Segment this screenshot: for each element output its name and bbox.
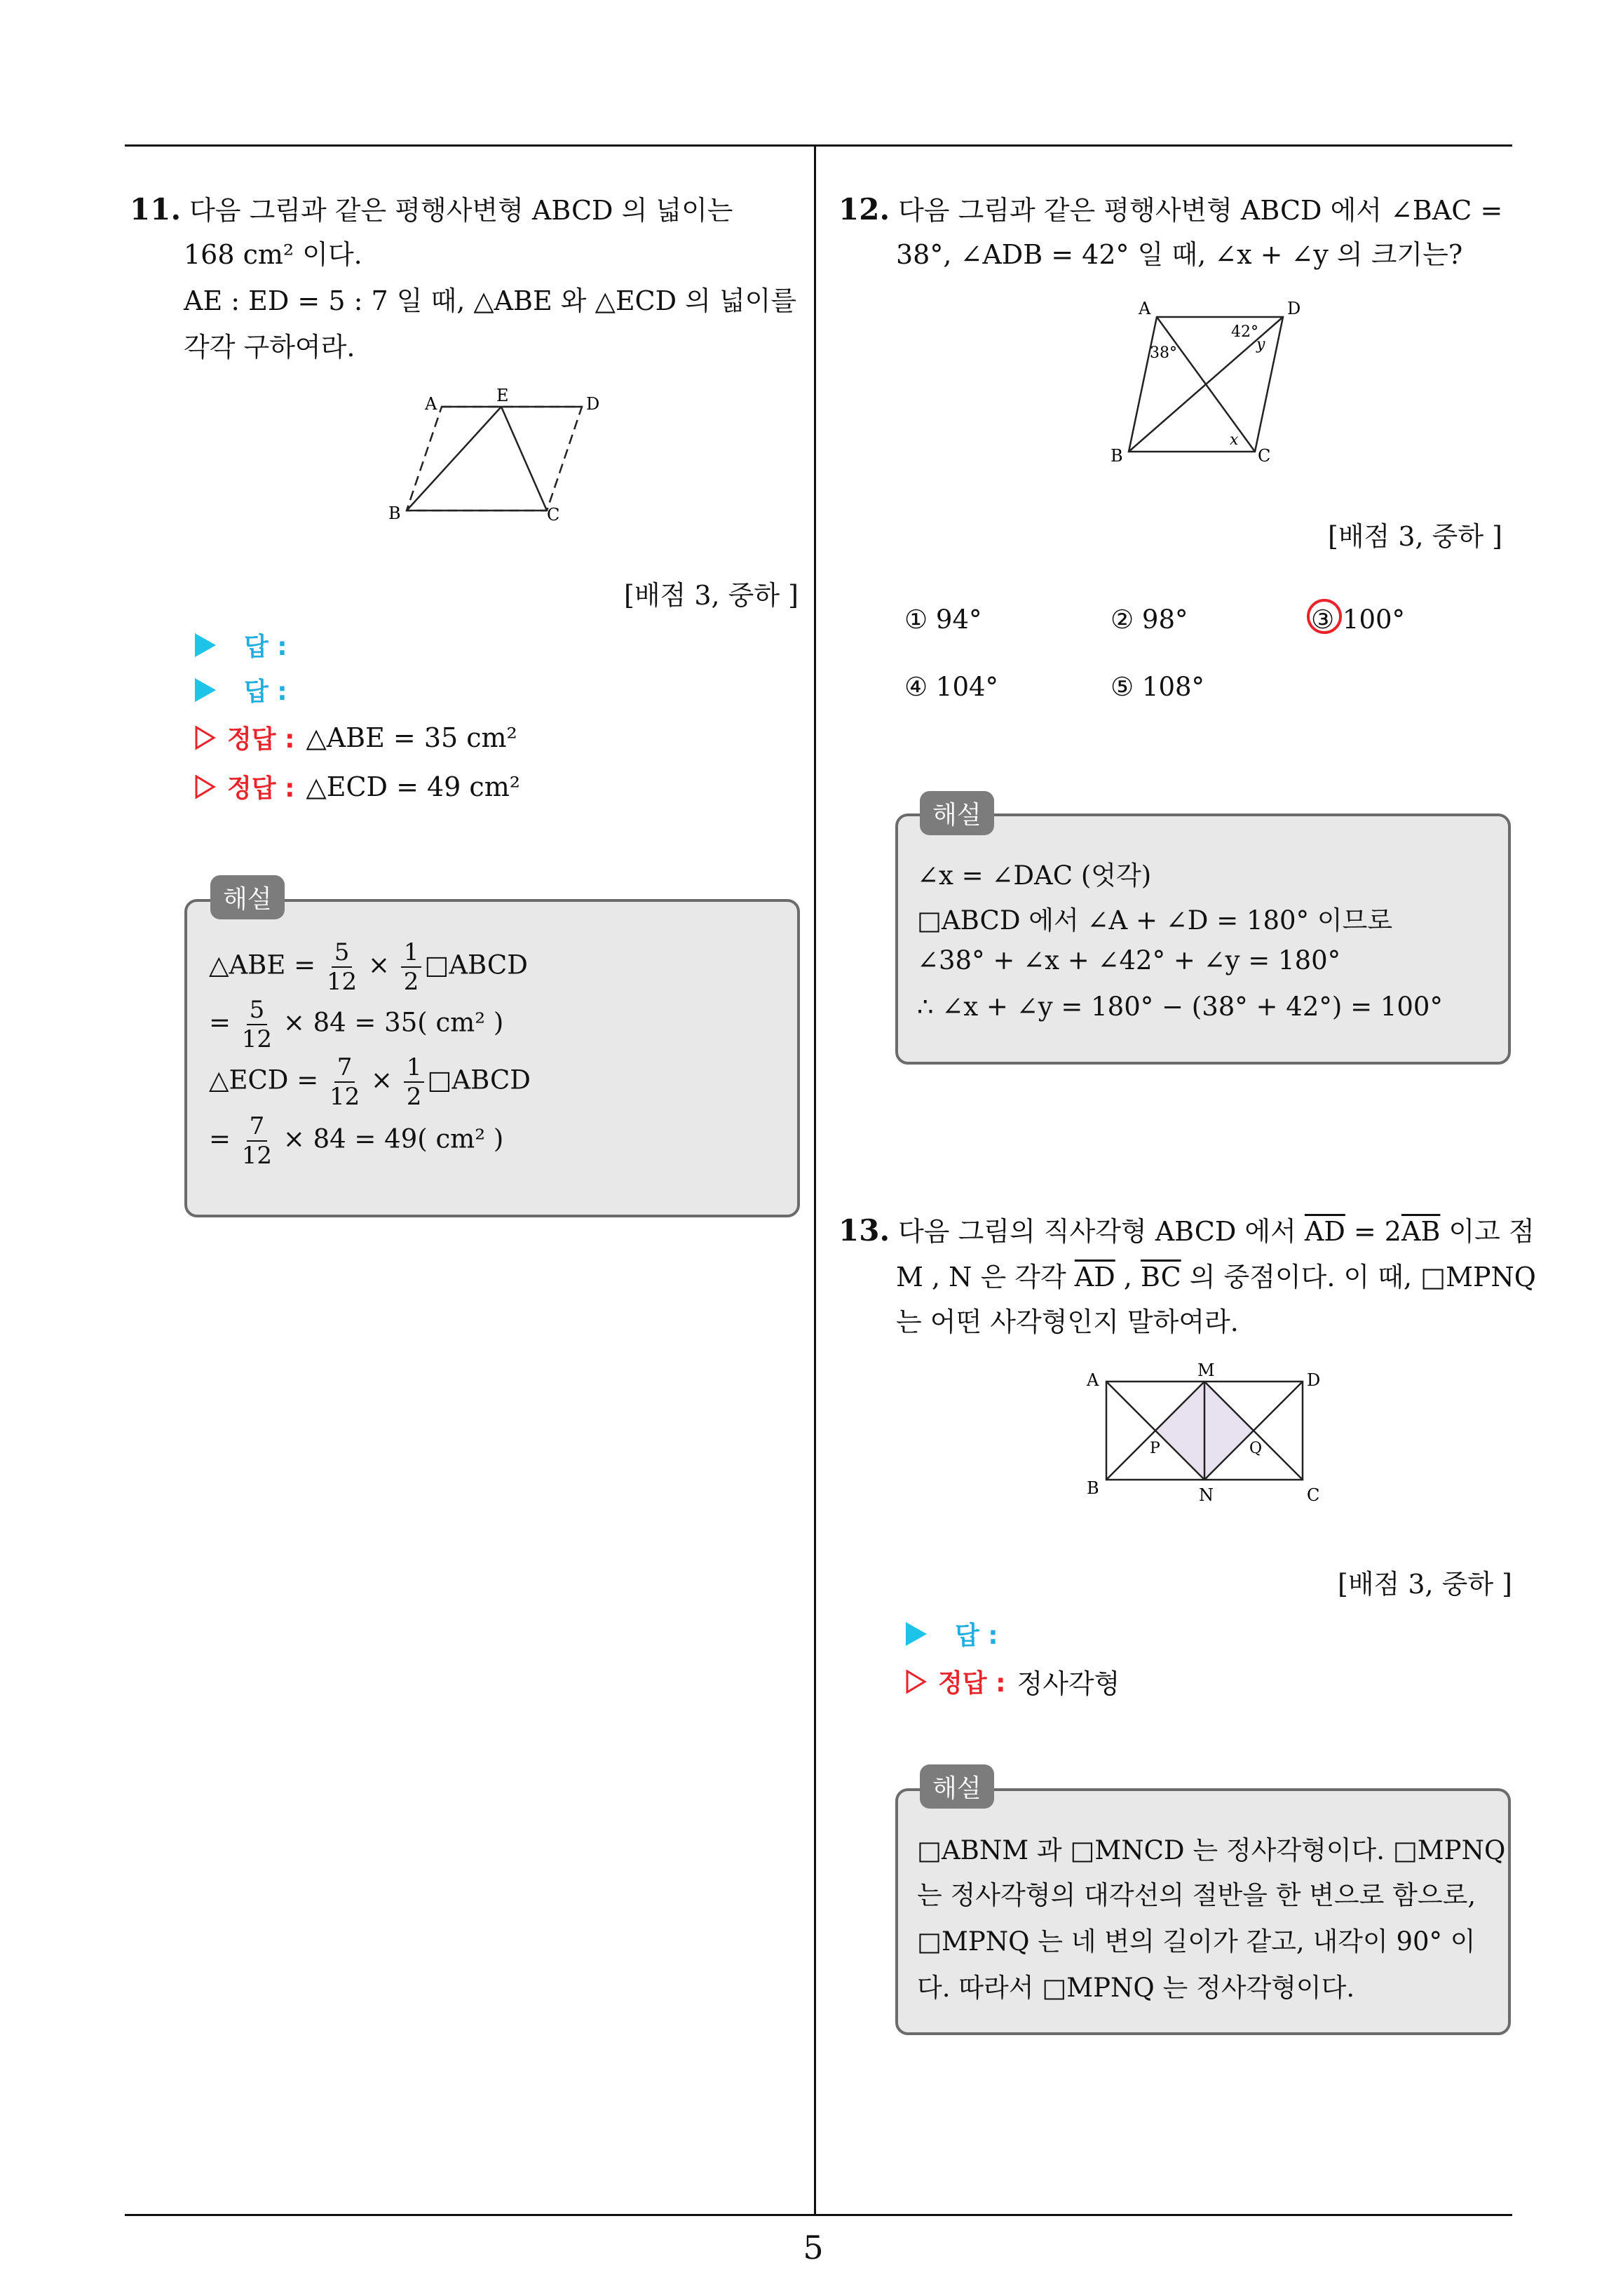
q12-choice-1[interactable]: ① 94° — [904, 605, 982, 635]
q13-label-n: N — [1199, 1485, 1214, 1505]
q11-label-c: C — [547, 505, 560, 525]
q12-label-c: C — [1258, 446, 1271, 466]
q12-angle-x: x — [1230, 431, 1239, 449]
q12-label-b: B — [1111, 446, 1123, 466]
selected-circle-icon — [1305, 597, 1343, 635]
q13-answer: 답 : — [906, 1616, 998, 1652]
q11-exp-line3: △ECD = $\frac{7}{12}$ × $\frac{1}{2}$ □ABCD — [209, 1053, 531, 1111]
q11-explanation-tag: 해설 — [210, 875, 285, 919]
q11-correct-2: 정답 : △ECD = 49 cm² — [195, 769, 520, 804]
q13-label-d: D — [1307, 1370, 1321, 1390]
page-number: 5 — [803, 2229, 824, 2267]
answer-arrow-icon — [195, 678, 216, 702]
q13-line1: 13. 다음 그림의 직사각형 ABCD 에서 $\overline{AD} = 2\overline{AB}$ 이고 점 — [838, 1213, 1535, 1248]
q12-parallelogram-figure — [1108, 293, 1311, 468]
q13-label-c: C — [1307, 1485, 1320, 1505]
q12-line1: 12. 다음 그림과 같은 평행사변형 ABCD 에서 ∠BAC = — [838, 192, 1503, 227]
column-divider — [814, 144, 816, 2215]
q11-exp-line2: = $\frac{5}{12}$ × 84 = 35( cm² ) — [209, 996, 504, 1053]
answer-arrow-icon — [906, 1622, 927, 1646]
q11-line3: AE : ED = 5 : 7 일 때, △ABE 와 △ECD 의 넓이를 — [184, 285, 797, 316]
q12-explanation-box — [895, 813, 1511, 1065]
correct-arrow-icon — [195, 775, 216, 799]
q13-label-b: B — [1087, 1478, 1099, 1498]
top-rule — [125, 144, 1512, 147]
q11-correct-1: 정답 : △ABE = 35 cm² — [195, 720, 517, 755]
q11-meta: [배점 3, 중하 ] — [624, 580, 799, 611]
q13-number: 13. — [838, 1213, 890, 1248]
bottom-rule — [125, 2214, 1512, 2216]
q11-label-a: A — [425, 394, 437, 414]
q12-angle-42: 42° — [1231, 323, 1258, 341]
q13-exp-line2: 는 정사각형의 대각선의 절반을 한 변으로 함으로, — [917, 1880, 1476, 1910]
q13-exp-line3: □MPNQ 는 네 변의 길이가 같고, 내각이 90° 이 — [917, 1926, 1476, 1957]
q12-angle-38: 38° — [1150, 344, 1177, 362]
q11-answer-1: 답 : — [195, 627, 287, 663]
q12-line2: 38°, ∠ADB = 42° 일 때, ∠x + ∠y 의 크기는? — [896, 239, 1463, 270]
correct-arrow-icon — [195, 726, 216, 750]
q12-choice-5[interactable]: ⑤ 108° — [1111, 672, 1205, 702]
q13-line2: M , N 은 각각 $\overline{AD}$ , $\overline{BC}$ 의 중점이다. 이 때, □MPNQ — [896, 1262, 1536, 1292]
q12-exp-line4: ∴ ∠x + ∠y = 180° − (38° + 42°) = 100° — [917, 992, 1443, 1022]
correct-arrow-icon — [906, 1670, 927, 1694]
q11-label-e: E — [496, 386, 509, 405]
q13-exp-line4: 다. 따라서 □MPNQ 는 정사각형이다. — [917, 1973, 1355, 2003]
q13-line3: 는 어떤 사각형인지 말하여라. — [896, 1306, 1239, 1337]
q11-line2: 168 cm² 이다. — [184, 239, 362, 270]
q13-explanation-tag: 해설 — [920, 1764, 994, 1809]
q12-meta: [배점 3, 중하 ] — [1328, 521, 1502, 552]
q13-exp-line1: □ABNM 과 □MNCD 는 정사각형이다. □MPNQ — [917, 1835, 1506, 1865]
q12-choice-4[interactable]: ④ 104° — [904, 672, 999, 702]
q13-label-m: M — [1197, 1360, 1215, 1380]
q13-rectangle-figure — [1078, 1360, 1331, 1515]
q11-line1: 11. 다음 그림과 같은 평행사변형 ABCD 의 넓이는 — [130, 192, 733, 227]
q11-exp-line4: = $\frac{7}{12}$ × 84 = 49( cm² ) — [209, 1112, 504, 1170]
q11-line4: 각각 구하여라. — [184, 332, 355, 363]
q11-number: 11. — [130, 192, 182, 227]
q12-exp-line3: ∠38° + ∠x + ∠42° + ∠y = 180° — [917, 945, 1341, 975]
q11-parallelogram-figure — [379, 384, 603, 525]
q12-explanation-tag: 해설 — [920, 791, 994, 835]
q11-answer-2: 답 : — [195, 672, 287, 708]
q12-angle-y: y — [1256, 336, 1265, 353]
q12-number: 12. — [838, 192, 890, 227]
q13-label-a: A — [1087, 1370, 1099, 1390]
answer-arrow-icon — [195, 633, 216, 657]
q12-exp-line1: ∠x = ∠DAC (엇각) — [917, 860, 1152, 891]
q11-exp-line1: △ABE = $\frac{5}{12}$ × $\frac{1}{2}$ □ABCD — [209, 938, 528, 996]
q13-label-q: Q — [1249, 1440, 1263, 1457]
q12-exp-line2: □ABCD 에서 ∠A + ∠D = 180° 이므로 — [917, 905, 1393, 936]
q11-label-d: D — [586, 394, 600, 414]
q12-choice-2[interactable]: ② 98° — [1111, 605, 1188, 635]
q12-choice-3[interactable]: ③ 100° — [1311, 605, 1406, 635]
q13-label-p: P — [1150, 1440, 1160, 1457]
q12-label-d: D — [1287, 299, 1301, 318]
q11-label-b: B — [388, 504, 401, 523]
q13-correct: 정답 : 정사각형 — [906, 1662, 1120, 1701]
q13-meta: [배점 3, 중하 ] — [1338, 1569, 1512, 1600]
q12-label-a: A — [1139, 299, 1151, 318]
